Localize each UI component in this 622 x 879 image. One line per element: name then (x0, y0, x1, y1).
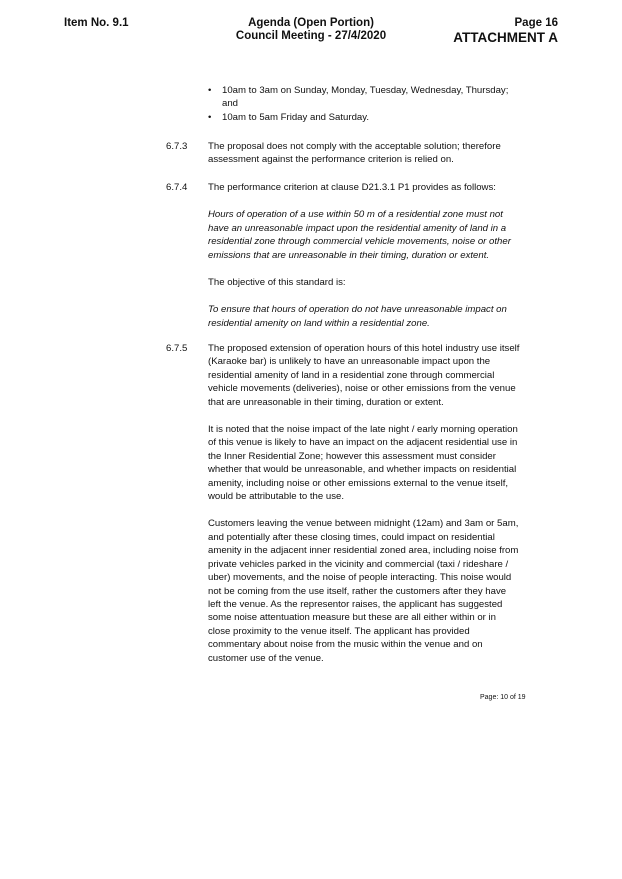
header-agenda-title: Agenda (Open Portion) (248, 17, 374, 29)
section-paragraph: The proposed extension of operation hours of this hotel industry use itself (Karaoke bar) is unlikely to have an unreasonable impact upon the residential amenity of land in a residential zone through commercial vehicle movements (deliveries), noise or other emissions from the venue that are unreasonable in their timing, duration or extent. (208, 343, 520, 408)
bullet-item: • 10am to 5am Friday and Saturday. (208, 111, 518, 124)
bullet-item: • 10am to 3am on Sunday, Monday, Tuesday, Wednesday, Thursday; and (208, 84, 518, 111)
section-number: 6.7.4 (166, 182, 188, 193)
hours-bullet-list (208, 84, 518, 124)
header-meeting-date: Council Meeting - 27/4/2020 (235, 30, 387, 42)
section-paragraph: It is noted that the noise impact of the late night / early morning operation of this venue is likely to have an impact on the adjacent residential use in the Inner Residential Zone; however this assessment must consider whether that would be unreasonable, and whether impacts on residential amenity, including noise or other emissions external to the venue itself, would be attributable to the use. (208, 424, 518, 503)
header-attachment-label: ATTACHMENT A (453, 30, 558, 45)
section-paragraph: The objective of this standard is: (208, 277, 346, 289)
header-page-number: Page 16 (514, 17, 558, 29)
section-paragraph: The performance criterion at clause D21.3.1 P1 provides as follows: (208, 182, 496, 193)
objective-quote: To ensure that hours of operation do not have unreasonable impact on residential amenity on land within a residential zone. (208, 304, 507, 329)
header-page-block (453, 17, 558, 45)
header-item-number: Item No. 9.1 (64, 17, 129, 29)
performance-criterion-quote: Hours of operation of a use within 50 m of a residential zone must not have an unreasonable impact upon the residential amenity of land in a residential zone through commercial vehicle movements, noise or other emissions that are unreasonable in their timing, duration or extent. (208, 209, 511, 261)
footer-page-label: Page: 10 of 19 (480, 694, 526, 701)
section-number: 6.7.5 (166, 343, 188, 354)
header-agenda-block (200, 17, 422, 43)
section-paragraph: The proposal does not comply with the acceptable solution; therefore assessment against the performance criterion is relied on. (208, 141, 501, 166)
section-paragraph: Customers leaving the venue between midnight (12am) and 3am or 5am, and potentially after these closing times, could impact on residential amenity in the adjacent inner residential zoned area, including noise from private vehicles parked in the vicinity and commercial (taxi / rideshare / uber) movements, and the noise of people interacting. This noise would not be coming from the use itself, rather the customers after they have left the venue. As the representor raises, the applicant has suggested some noise attentuation measure but these are all either within or in close proximity to the venue itself. The applicant has provided commentary about noise from the music within the venue and on customer use of the venue. (208, 518, 519, 664)
section-number: 6.7.3 (166, 141, 188, 152)
